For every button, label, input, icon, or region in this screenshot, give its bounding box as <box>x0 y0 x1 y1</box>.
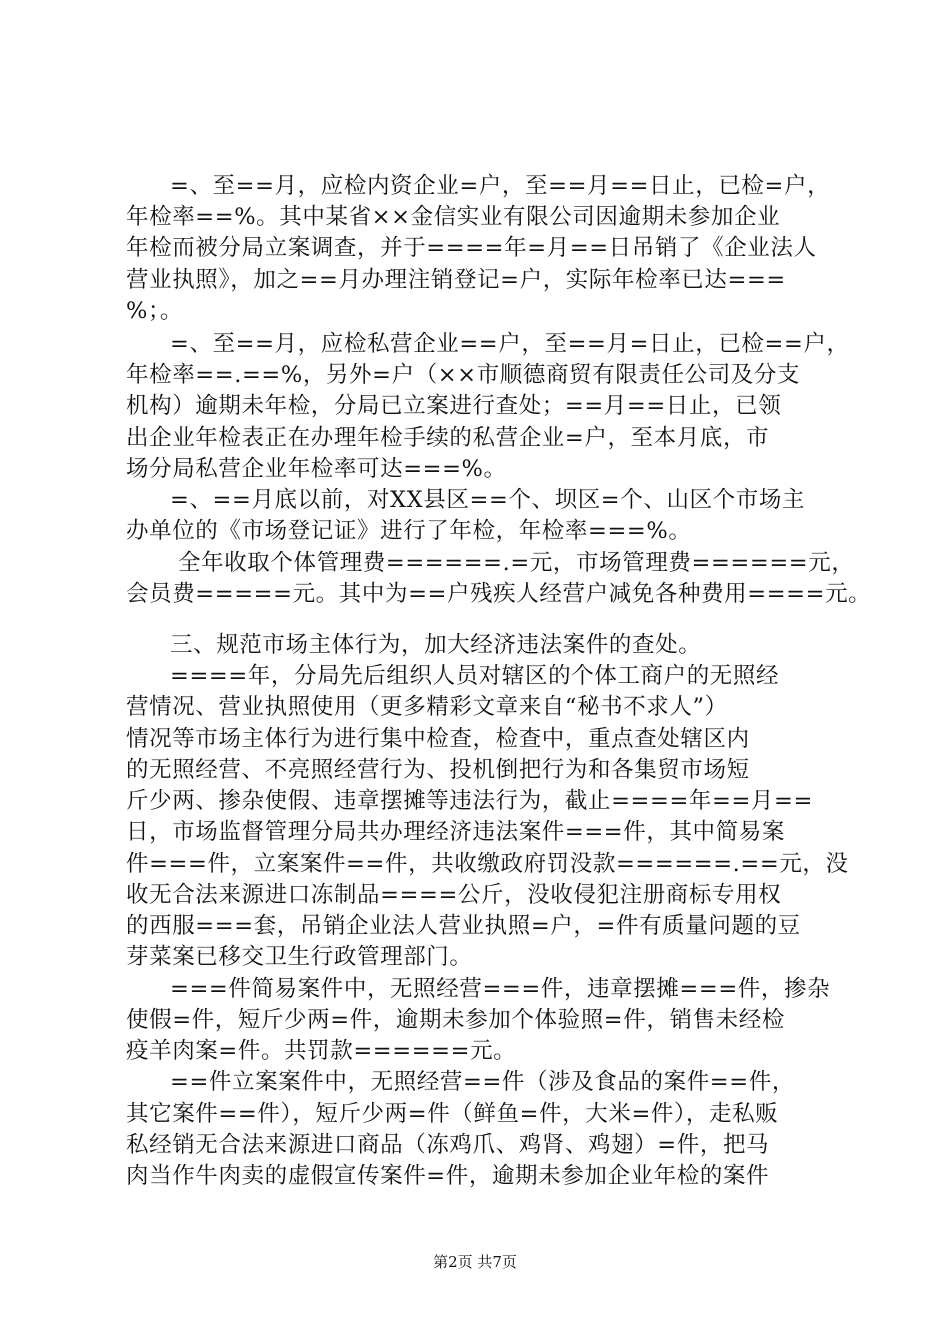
paragraph-2-line-5: 场分局私营企业年检率可达===%。 <box>126 455 507 482</box>
paragraph-8-line-2: 其它案件==件），短斤少两=件（鲜鱼=件，大米=件），走私贩 <box>126 1100 779 1127</box>
page-footer: 第2页 共7页 <box>433 1253 517 1271</box>
paragraph-6-line-6: 日，市场监督管理分局共办理经济违法案件===件，其中简易案 <box>126 819 785 846</box>
paragraph-6-line-2: 营情况、营业执照使用（更多精彩文章来自“秘书不求人”） <box>126 694 728 721</box>
paragraph-1-line-4: 营业执照》，加之==月办理注销登记=户，实际年检率已达=== <box>126 266 786 293</box>
paragraph-4-line-2: 会员费=====元。其中为==户残疾人经营户减免各种费用====元。 <box>126 580 872 607</box>
paragraph-6-line-7: 件===件，立案案件==件，共收缴政府罚没款======.==元，没 <box>126 850 849 877</box>
paragraph-8-line-4: 肉当作牛肉卖的虚假宣传案件=件，逾期未参加企业年检的案件 <box>126 1163 770 1189</box>
paragraph-7-line-2: 使假=件，短斤少两=件，逾期未参加个体验照=件，销售未经检 <box>126 1006 785 1033</box>
paragraph-7-line-1: ===件简易案件中，无照经营===件，违章摆摊===件，掺杂 <box>170 975 831 1002</box>
paragraph-8-line-3: 私经销无合法来源进口商品（冻鸡爪、鸡肾、鸡翅）=件，把马 <box>126 1131 770 1158</box>
paragraph-1-line-1: =、至==月，应检内资企业=户，至==月==日止，已检=户， <box>170 173 831 199</box>
paragraph-3-line-2: 办单位的《市场登记证》进行了年检，年检率===%。 <box>126 518 692 545</box>
paragraph-8-line-1: ==件立案案件中，无照经营==件（涉及食品的案件==件， <box>170 1069 795 1096</box>
paragraph-2-line-4: 出企业年检表正在办理年检手续的私营企业=户，至本月底，市 <box>126 424 770 451</box>
paragraph-2-line-3: 机构）逾期未年检，分局已立案进行查处；==月==日止，已领 <box>126 393 782 420</box>
paragraph-4-line-1: 全年收取个体管理费======.=元，市场管理费======元， <box>178 549 855 576</box>
paragraph-6-line-8: 收无合法来源进口冻制品====公斤，没收侵犯注册商标专用权 <box>126 881 782 908</box>
paragraph-6-line-1: ====年，分局先后组织人员对辖区的个体工商户的无照经 <box>170 663 780 690</box>
paragraph-3-line-1: =、==月底以前，对XX县区==个、坝区=个、山区个市场主 <box>170 487 806 514</box>
paragraph-1-line-3: 年检而被分局立案调查，并于====年=月==日吊销了《企业法人 <box>126 235 817 262</box>
paragraph-1-line-2: 年检率==%。其中某省××金信实业有限公司因逾期未参加企业 <box>126 204 781 231</box>
paragraph-6-line-9: 的西服===套，吊销企业法人营业执照=户，=件有质量问题的豆 <box>126 913 801 940</box>
paragraph-6-line-4: 的无照经营、不亮照经营行为、投机倒把行为和各集贸市场短 <box>126 756 750 783</box>
paragraph-6-line-10: 芽菜案已移交卫生行政管理部门。 <box>126 944 473 971</box>
paragraph-2-line-2: 年检率==.==%，另外=户（××市顺德商贸有限责任公司及分支 <box>126 362 801 389</box>
paragraph-6-line-5: 斤少两、掺杂使假、违章摆摊等违法行为，截止====年==月== <box>126 788 813 815</box>
paragraph-7-line-3: 疫羊肉案=件。共罚款======元。 <box>126 1038 517 1065</box>
paragraph-1-line-5: %；。 <box>126 297 183 324</box>
paragraph-2-line-1: =、至==月，应检私营企业==户，至==月=日止，已检==户， <box>170 330 850 357</box>
paragraph-5-line-1: 三、规范市场主体行为，加大经济违法案件的查处。 <box>170 631 702 658</box>
paragraph-6-line-3: 情况等市场主体行为进行集中检查，检查中，重点查处辖区内 <box>126 725 750 752</box>
